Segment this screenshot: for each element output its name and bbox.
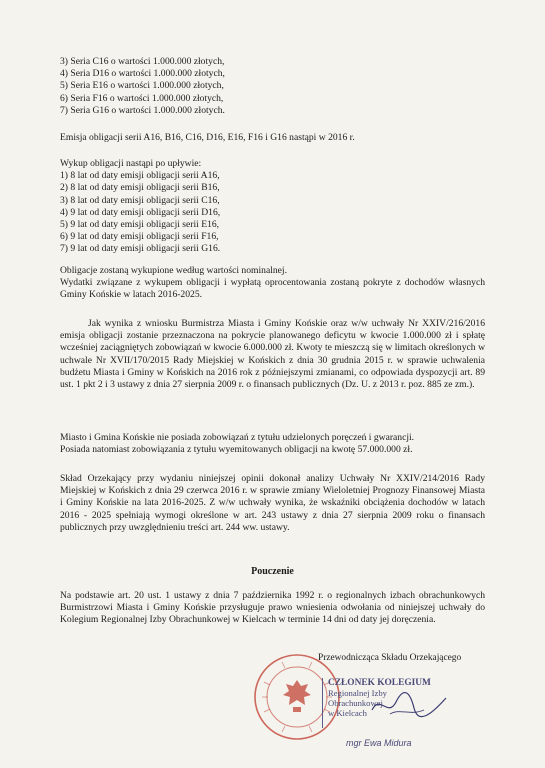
obligations-sentence: Posiada natomiast zobowiązania z tytułu wyemitowanych obligacji na kwotę 57.000.000 zł. — [60, 444, 413, 456]
list-item: 5) Seria E16 o wartości 1.000.000 złotych, — [60, 80, 224, 92]
nominal-section — [60, 265, 485, 302]
list-item: 4) Seria D16 o wartości 1.000.000 złotych, — [60, 68, 225, 80]
stamp-line-3: w Kielcach — [328, 708, 367, 718]
signature-title: Przewodnicząca Składu Orzekającego — [318, 653, 462, 663]
buyback-section — [60, 158, 485, 256]
list-item: 7) 9 lat od daty emisji obligacji serii G16. — [60, 243, 221, 255]
expenses-paragraph: Wydatki związane z wykupem obligacji i wypłatą oprocentowania zostaną pokryte z dochodów własnych Gminy Końskie w latach 2016-2025. — [60, 277, 485, 301]
nominal-sentence: Obligacje zostaną wykupione według wartości nominalnej. — [60, 265, 287, 276]
list-item: 6) Seria F16 o wartości 1.000.000 złotych, — [60, 92, 224, 104]
list-item: 6) 9 lat od daty emisji obligacji serii F16, — [60, 231, 219, 243]
instruction-heading: Pouczenie — [251, 566, 294, 577]
list-item: 3) 8 lat od daty emisji obligacji serii C16, — [60, 194, 220, 206]
handwritten-signature — [370, 688, 450, 727]
guarantee-sentence: Miasto i Gmina Końskie nie posiada zobowiązań z tytułu udzielonych poręczeń i gwarancji. — [60, 432, 415, 443]
list-item: 5) 9 lat od daty emisji obligacji serii E16, — [60, 219, 220, 231]
series-list — [60, 56, 485, 117]
panel-paragraph: Skład Orzekający przy wydaniu niniejszej opinii dokonał analizy Uchwały Nr XXIV/214/2016 Rady Miejskiej w Końskich z dnia 29 czerwca 2016 r. w sprawie zmiany Wieloletniej Prognozy Finansowej Miasta i Gminy Końskie na lata 2016-2025. Z w/w uchwały wynika, że wskaźniki obciążenia dochodów w latach 2016 - 2025 spełniają wymogi określone w art. 243 ustawy z dnia 27 sierpnia 2009 roku o finansach publicznych przy uwzględnieniu treści art. 244 ww. ustawy. — [60, 473, 485, 533]
instruction-paragraph: Na podstawie art. 20 ust. 1 ustawy z dnia 7 października 1992 r. o regionalnych izbach obrachunkowych Burmistrzowi Miasta i Gminy Końskie przysługuje prawo wniesienia odwołania od niniejszej uchwały do Kolegium Regionalnej Izby Obrachunkowej w Kielcach w terminie 14 dni od daty jej doręczenia. — [60, 590, 485, 626]
list-item: 7) Seria G16 o wartości 1.000.000 złotych. — [60, 104, 225, 116]
list-item: 1) 8 lat od daty emisji obligacji serii A16, — [60, 170, 220, 182]
stamp-line-2: Regionalnej Izby Obrachunkowej — [328, 688, 387, 708]
list-item: 4) 9 lat od daty emisji obligacji serii D16, — [60, 206, 221, 218]
buyback-intro: Wykup obligacji nastąpi po upływie: — [60, 158, 202, 169]
signatory-name: mgr Ewa Midura — [346, 738, 412, 748]
debt-section — [60, 432, 485, 456]
list-item: 3) Seria C16 o wartości 1.000.000 złotych, — [60, 56, 225, 67]
emission-sentence: Emisja obligacji serii A16, B16, C16, D16, E16, F16 i G16 nastąpi w 2016 r. — [60, 132, 355, 143]
request-paragraph: Jak wynika z wniosku Burmistrza Miasta i Gminy Końskie oraz w/w uchwały Nr XXIV/216/2016 emisja obligacji zostanie przeznaczona na pokrycie planowanego deficytu w kwocie 1.000.000 zł i spłatę wcześniej zaciągniętych zobowiązań w kwocie 6.000.000 zł. Kwoty te mieszczą się w limitach określonych w uchwale Nr XVII/170/2015 Rady Miejskiej w Końskich z dnia 30 grudnia 2015 r. w sprawie uchwalenia budżetu Miasta i Gminy w Końskich na 2016 rok z późniejszymi zmianami, co odpowiada dyspozycji art. 89 ust. 1 pkt 2 i 3 ustawy z dnia 27 sierpnia 2009 r. o finansach publicznych (Dz. U. z 2013 r. poz. 885 ze zm.). — [60, 318, 485, 391]
stamp-line-1: CZŁONEK KOLEGIUM — [328, 678, 431, 688]
list-item: 2) 8 lat od daty emisji obligacji serii B16, — [60, 182, 220, 194]
